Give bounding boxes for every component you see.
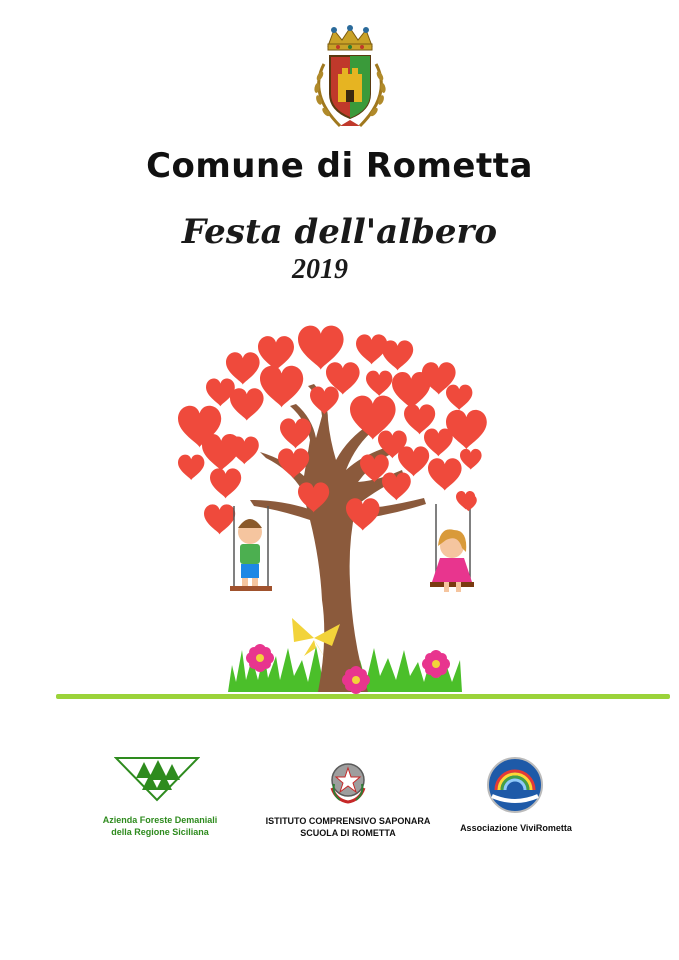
sponsor-1-line2: della Regione Siciliana: [111, 827, 209, 837]
forest-logo-icon: [114, 754, 200, 804]
sponsor-3-label: [446, 822, 586, 834]
page-title: Comune di Rometta: [146, 146, 533, 186]
coat-of-arms-icon: [300, 24, 400, 136]
sponsor-1-line1: Azienda Foreste Demaniali: [102, 815, 218, 825]
event-year: 2019: [292, 254, 348, 285]
heart-tree-icon: [170, 320, 500, 700]
sponsor-2-label: [248, 815, 448, 839]
sponsor-3-line1: Associazione ViviRometta: [460, 823, 572, 833]
sponsor-2-line1: ISTITUTO COMPRENSIVO SAPONARA: [265, 816, 431, 826]
sponsor-1-label: [90, 814, 230, 838]
italy-emblem-icon: [326, 760, 370, 806]
event-title: Festa dell'albero: [181, 212, 498, 252]
sponsor-2-line2: SCUOLA DI ROMETTA: [300, 828, 396, 838]
vivirometta-logo-icon: [486, 756, 544, 814]
ground-line: [56, 694, 670, 699]
